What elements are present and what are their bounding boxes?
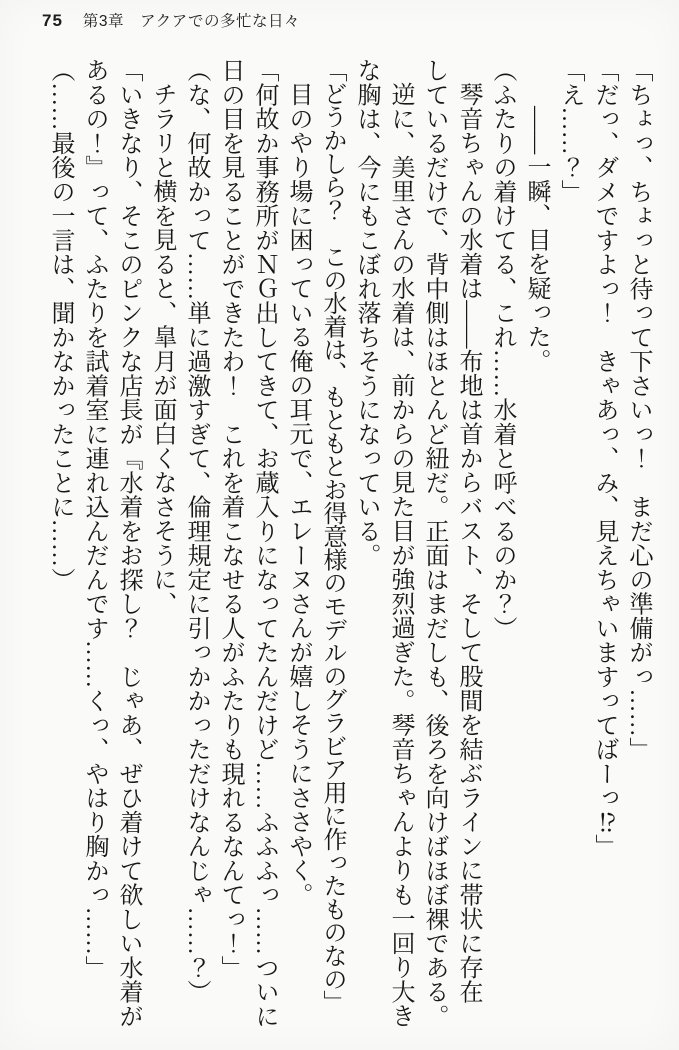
text-line-dialogue: 「え……？」 [557,58,583,204]
text-line-narration: 逆に、美里さんの水着は、前からの見た目が強烈過ぎた。琴音ちゃんよりも一回り大き [387,82,413,1028]
text-line-narration: ――一瞬、目を疑った。 [523,106,549,373]
text-line-dialogue: 「だっ、ダメですよっ！ きゃあっ、み、見えちゃいますってばーっ⁉」 [591,58,617,859]
text-line-thought: （……最後の一言は、聞かなかったことに……） [47,58,73,592]
text-line-narration: な胸は、今にもこぼれ落ちそうになっている。 [353,58,379,568]
page-header [42,9,300,31]
text-line-thought: （な、何故かって……単に過激すぎて、倫理規定に引っかかっただけなんじゃ……？） [183,58,209,1004]
page-number: 75 [42,11,63,30]
text-body [43,58,655,1030]
text-line-narration: チラリと横を見ると、皐月が面白くなさそうに、 [149,82,175,616]
chapter-title: 第3章 アクアでの多忙な日々 [82,13,301,30]
text-line-dialogue: 「どうかしら？ この水着は、もともとお得意様のモデルのグラビア用に作ったものなの」 [319,58,345,1014]
text-line-dialogue: 「何故か事務所がＮＧ出してきて、お蔵入りになってたんだけど……ふふふっ……ついに [251,58,277,1028]
text-line-dialogue: 「ちょっ、ちょっと待って下さいっ！ まだ心の準備がっ……」 [625,58,651,762]
text-line-narration: しているだけで、背中側はほとんど紐だ。正面はまだしも、後ろを向けばほぼ裸である。 [421,58,447,1028]
text-line-dialogue: あるの！』って、ふたりを試着室に連れ込んだんです……くっ、やはり胸かっ……」 [81,58,107,980]
text-line-narration: 琴音ちゃんの水着は――布地は首からバスト、そして股間を結ぶラインに帯状に存在 [455,82,481,1004]
text-line-dialogue: 日の目を見ることができたわ！ これを着こなせる人がふたりも現れるなんてっ！」 [217,58,243,980]
text-line-narration: 目のやり場に困っている俺の耳元で、エレーヌさんが嬉しそうにささやく。 [285,82,311,907]
text-line-thought: （ふたりの着けてる、これ……水着と呼べるのか？） [489,58,515,640]
text-line-dialogue: 「いきなり、そこのピンクな店長が『水着をお探し？ じゃあ、ぜひ着けて欲しい水着が [115,58,141,1028]
